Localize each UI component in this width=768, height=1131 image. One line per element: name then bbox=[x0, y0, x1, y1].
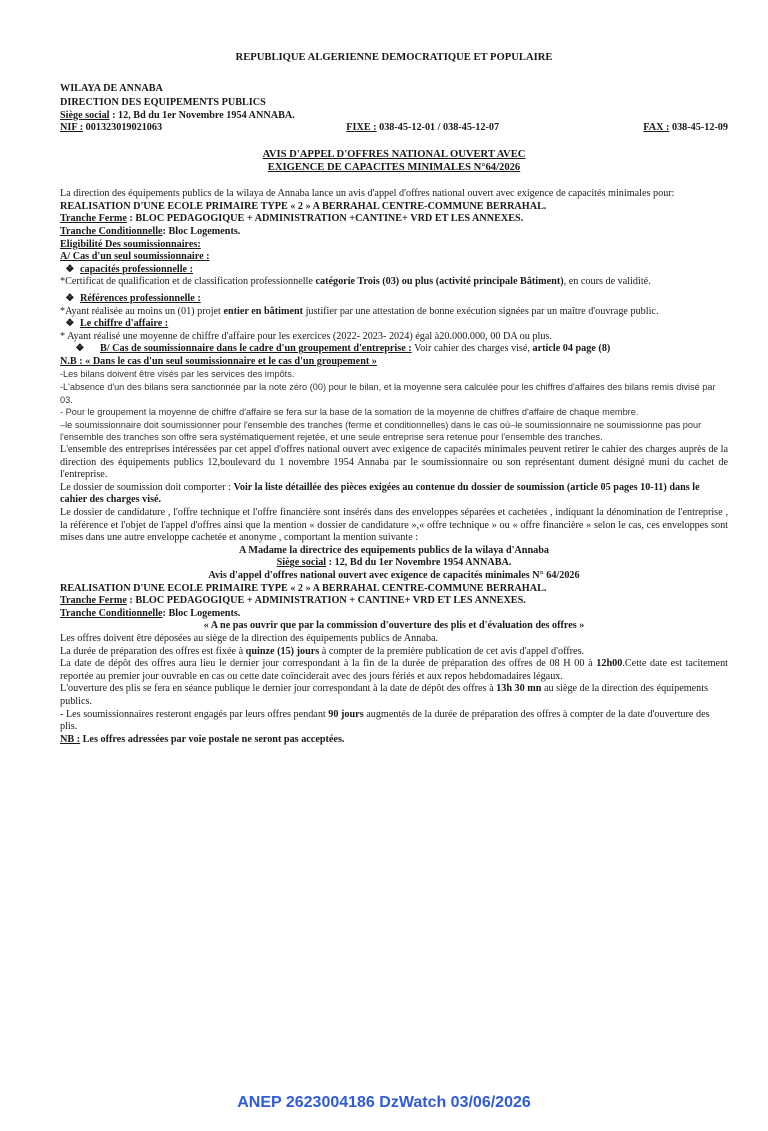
ref-pro-text-1: *Ayant réalisée au moins un (01) projet bbox=[60, 305, 224, 317]
eligibilite-heading: Eligibilité Des soumissionnaires: bbox=[60, 238, 201, 250]
siege-line-2 bbox=[60, 557, 728, 570]
siege-line bbox=[60, 110, 728, 123]
cap-pro-text bbox=[60, 276, 728, 289]
siege-value: : 12, Bd du 1er Novembre 1954 ANNABA. bbox=[109, 109, 295, 121]
duree-text-2: à compter de la première publication de cet avis d'appel d'offres. bbox=[319, 645, 585, 657]
wilaya-heading: WILAYA DE ANNABA bbox=[60, 82, 163, 94]
title-line-1: AVIS D'APPEL D'OFFRES NATIONAL OUVERT AVEC bbox=[262, 148, 526, 160]
date-depot-text bbox=[60, 658, 728, 683]
ref-pro-heading bbox=[60, 293, 728, 306]
tranche-cond-label: Tranche Conditionnelle bbox=[60, 225, 163, 237]
duree-text-1: La durée de préparation des offres est fixée à bbox=[60, 645, 246, 657]
duree-text-bold: quinze (15) jours bbox=[245, 645, 320, 657]
candidature-text: Le dossier de candidature , l'offre technique et l'offre financière sont insérés dans des enveloppes séparées et cachetées , indiquant la dénomination de l'entreprise , la référence et l'objet de l'appel d'offres ainsi que la mention « dossier de candidature »,« offre technique » ou « offre financière » selon le cas, ces enveloppes sont mises dans une autre enveloppe cachetée et anonyme , comportant la mention suivante : bbox=[60, 507, 728, 544]
chiffre-heading bbox=[60, 318, 728, 331]
document-title bbox=[60, 149, 728, 174]
publication-reference: ANEP 2623004186 DzWatch 03/06/2026 bbox=[237, 1094, 531, 1111]
republic-heading: REPUBLIQUE ALGERIENNE DEMOCRATIQUE ET POPULAIRE bbox=[235, 52, 553, 63]
cap-pro-label: capacités professionnelle : bbox=[80, 263, 193, 275]
cap-pro-heading bbox=[60, 264, 728, 277]
date-depot-text-2: .Cette date est tacitement reportée au premier jour ouvrable en cas ou cette date coïnciderait avec des jours fériés et aux repos hebdomadaires légaux. bbox=[60, 658, 728, 682]
cas-b-text: Voir cahier des charges visé, bbox=[411, 343, 533, 355]
dossier-text-1: Le dossier de soumission doit comporter : bbox=[60, 481, 234, 493]
list-item: –le soumissionnaire doit soumissionner pour l'ensemble des tranches (ferme et conditionnelles) dans le cas où–le soumissionnaire ne soumissionne pas pour l'ensemble des tranches son offre sera systématiquement rejetée, et une seule entreprise sera retenue pour l'ensemble des tranches. bbox=[60, 419, 702, 443]
document bbox=[60, 48, 728, 746]
date-depot-text-bold: 12h00 bbox=[596, 658, 623, 670]
diamond-bullet-icon: ❖ bbox=[65, 263, 75, 275]
project-title: REALISATION D'UNE ECOLE PRIMAIRE TYPE « 2 » A BERRAHAL CENTRE-COMMUNE BERRAHAL. bbox=[60, 200, 547, 212]
retrait-text: L'ensemble des entreprises intéressées par cet appel d'offres national ouvert avec exigence de capacités minimales peuvent retirer le cahier des charges auprès de la direction des équipements publics 12,boulevard du 1 novembre 1954 Annaba par le soumissionnaire ou son représentant dument désigné muni du cachet de l'entreprise. bbox=[60, 444, 728, 481]
ne-pas-ouvrir-line: « A ne pas ouvrir que par la commission d'ouverture des plis et d'évaluation des offres » bbox=[203, 620, 585, 632]
nb-list bbox=[60, 368, 728, 444]
diamond-bullet-icon: ❖ bbox=[65, 292, 75, 304]
chiffre-text: * Ayant réalisé une moyenne de chiffre d'affaire pour les exercices (2022- 2023- 2024) égal à20.000.000, 00 DA ou plus. bbox=[60, 330, 552, 342]
contact-row bbox=[60, 122, 728, 135]
avis-line-2: Avis d'appel d'offres national ouvert avec exigence de capacités minimales N° 64/2026 bbox=[208, 569, 580, 581]
ouverture-text-bold: 13h 30 mn bbox=[496, 683, 542, 695]
tranche-conditionnelle-2 bbox=[60, 608, 728, 621]
engages-text-2: augmentés de la durée de préparation des offres à compter de la date d'ouverture des plis. bbox=[60, 708, 710, 733]
project-title-2: REALISATION D'UNE ECOLE PRIMAIRE TYPE « 2 » A BERRAHAL CENTRE-COMMUNE BERRAHAL. bbox=[60, 582, 547, 594]
dossier-text-bold: Voir la liste détaillée des pièces exigées au contenue du dossier de soumission (article 05 pages 10-11) dans le cahier des charges visé. bbox=[60, 481, 700, 506]
nb-footer-line bbox=[60, 734, 728, 747]
siege-2-value: : 12, Bd du 1er Novembre 1954 ANNABA. bbox=[326, 557, 512, 569]
fax bbox=[643, 122, 728, 135]
tranche-cond-2-value: : Bloc Logements. bbox=[162, 607, 241, 619]
ref-pro-text-bold: entier en bâtiment bbox=[223, 305, 304, 317]
tranche-conditionnelle bbox=[60, 226, 728, 239]
tranche-ferme-value: : BLOC PEDAGOGIQUE + ADMINISTRATION +CANTINE+ VRD ET LES ANNEXES. bbox=[126, 213, 524, 225]
madame-line: A Madame la directrice des equipements publics de la wilaya d'Annaba bbox=[239, 544, 549, 556]
nif-label: NIF : bbox=[60, 122, 84, 134]
tranche-cond-value: : Bloc Logements. bbox=[162, 225, 241, 237]
ouverture-text bbox=[60, 683, 728, 708]
ref-pro-label: Références professionnelle : bbox=[80, 292, 201, 304]
fixe-label: FIXE : bbox=[346, 122, 377, 134]
cap-pro-text-1: *Certificat de qualification et de classification professionnelle bbox=[60, 276, 316, 288]
diamond-bullet-icon: ❖ bbox=[65, 318, 75, 330]
ref-pro-text bbox=[60, 306, 728, 319]
date-depot-text-1: La date de dépôt des offres aura lieu le dernier jour correspondant à la fin de la durée de préparation des offres de 08 H 00 à bbox=[60, 658, 597, 670]
cas-b-article: article 04 page (8) bbox=[532, 343, 611, 355]
engages-text-bold: 90 jours bbox=[328, 708, 364, 720]
tranche-ferme-2-value: : BLOC PEDAGOGIQUE + ADMINISTRATION + CANTINE+ VRD ET LES ANNEXES. bbox=[126, 595, 526, 607]
intro-text: La direction des équipements publics de la wilaya de Annaba lance un avis d'appel d'offres national ouvert avec exigence de capacités minimales pour: bbox=[60, 188, 675, 200]
cap-pro-text-2: , en cours de validité. bbox=[563, 276, 651, 288]
engages-text-1: - Les soumissionnaires resteront engagés par leurs offres pendant bbox=[60, 708, 329, 720]
nb-footer-value: Les offres adressées par voie postale ne seront pas acceptées. bbox=[80, 733, 345, 745]
nif bbox=[60, 122, 162, 135]
tranche-ferme-2-label: Tranche Ferme bbox=[60, 595, 127, 607]
ref-pro-text-2: justifier par une attestation de bonne exécution signées par un maître d'ouvrage public. bbox=[303, 305, 659, 317]
siege-label: Siège social bbox=[60, 109, 110, 121]
fixe-value: 038-45-12-01 / 038-45-12-07 bbox=[376, 122, 500, 134]
engages-text bbox=[60, 709, 728, 734]
fax-value: 038-45-12-09 bbox=[669, 122, 728, 134]
direction-heading: DIRECTION DES EQUIPEMENTS PUBLICS bbox=[60, 97, 266, 109]
cas-a-heading: A/ Cas d'un seul soumissionnaire : bbox=[60, 251, 210, 263]
list-item: -L'absence d'un des bilans sera sanctionnée par la note zéro (00) pour le bilan, et la moyenne sera calculée pour les chiffres d'affaires des bilans remis divisé par 03. bbox=[60, 382, 716, 405]
tranche-ferme bbox=[60, 213, 728, 226]
dossier-text bbox=[60, 482, 728, 507]
list-item: - Pour le groupement la moyenne de chiffre d'affaire se fera sur la base de la somation de la moyenne de chiffres d'affaire de chaque membre. bbox=[60, 407, 639, 418]
ouverture-text-1: L'ouverture des plis se fera en séance publique le dernier jour correspondant à la date de dépôt des offres à bbox=[60, 683, 497, 695]
cas-b-line bbox=[60, 343, 728, 356]
nb-footer-label: NB : bbox=[60, 733, 81, 745]
offres-deposees-text: Les offres doivent être déposées au siège de la direction des équipements publics de Annaba. bbox=[60, 632, 439, 644]
chiffre-label: Le chiffre d'affaire : bbox=[80, 318, 169, 330]
duree-text bbox=[60, 646, 728, 659]
diamond-bullet-icon: ❖ bbox=[75, 343, 85, 355]
tranche-ferme-2 bbox=[60, 595, 728, 608]
tranche-ferme-label: Tranche Ferme bbox=[60, 213, 127, 225]
nif-value: 001323019021063 bbox=[83, 122, 163, 134]
nb-heading: N.B : « Dans le cas d'un seul soumissionnaire et le cas d'un groupement » bbox=[60, 355, 377, 367]
cas-b-label: B/ Cas de soumissionnaire dans le cadre d'un groupement d'entreprise : bbox=[100, 343, 412, 355]
cap-pro-text-bold: catégorie Trois (03) ou plus (activité principale Bâtiment) bbox=[315, 276, 564, 288]
fax-label: FAX : bbox=[643, 122, 670, 134]
siege-2-label: Siège social bbox=[276, 557, 327, 569]
tranche-cond-2-label: Tranche Conditionnelle bbox=[60, 607, 163, 619]
title-line-2: EXIGENCE DE CAPACITES MINIMALES N°64/2026 bbox=[267, 161, 521, 173]
fixe bbox=[346, 122, 499, 135]
list-item: -Les bilans doivent être visés par les services des impôts. bbox=[60, 369, 295, 380]
ouverture-text-2: au siège de la direction des équipements publics. bbox=[60, 683, 709, 707]
